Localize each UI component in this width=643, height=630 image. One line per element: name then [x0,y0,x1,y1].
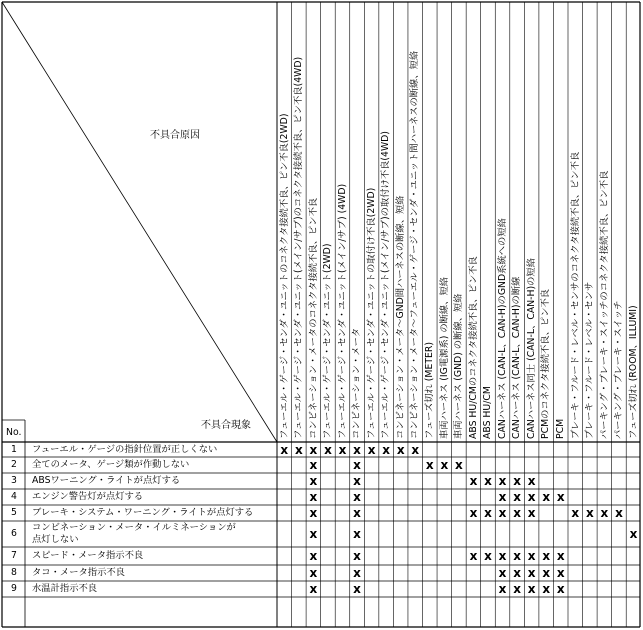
cause-column-header: フューエル・ゲージ・センダ・ユニット(メイン/サブ)の取付け不良(4WD) [380,131,392,439]
cause-column-header: フューエル・ゲージ・センダ・ユニット(2WD) [322,243,334,439]
cause-mark: x [542,582,551,596]
cause-mark: x [585,506,594,520]
cause-mark: x [353,442,361,457]
row-number: 3 [11,475,17,486]
symptom-text: スピード・メータ指示不良 [32,550,144,561]
cause-mark: x [527,506,536,520]
cause-mark: x [556,490,565,504]
cause-mark: x [513,566,521,580]
cause-mark: x [527,566,536,580]
row-number: 2 [11,459,17,470]
cause-column-header: PCM [554,418,566,439]
cause-mark: x [513,490,521,504]
cause-mark: x [338,442,347,457]
cause-mark: x [353,458,361,472]
cause-mark: x [513,549,521,563]
cause-mark: x [309,442,318,457]
cause-mark: x [556,566,565,580]
cause-mark: x [498,549,507,563]
cause-mark: x [396,442,405,457]
symptom-text: タコ・メータ指示不良 [32,567,125,578]
cause-column-header: コンビネーション・メータ〜GND間ハーネスの断線、短絡 [394,195,406,439]
cause-mark: x [455,458,463,472]
cause-mark: x [309,458,318,472]
cause-column-header: CANハーネス (CAN-L、CAN-H)のGND系統への短絡 [496,218,508,439]
cause-mark: x [353,490,361,504]
cause-mark: x [513,582,521,596]
cause-column-header: CANハーネス同士 (CAN-L、CAN-H)の短絡 [525,257,537,439]
cause-mark: x [469,506,478,520]
cause-mark: x [527,490,536,504]
cause-mark: x [294,442,303,457]
cause-column-header: ABS HU/CMのコネクタ接続不良、ピン不良 [467,256,479,439]
row-number: 9 [11,583,17,594]
cause-mark: x [527,582,536,596]
cause-mark: x [629,527,638,541]
cause-mark: x [280,442,289,457]
cause-mark: x [353,506,361,520]
cause-mark: x [411,442,420,457]
grid-line [2,2,277,442]
cause-mark: x [600,506,609,520]
cause-mark: x [571,506,580,520]
cause-mark: x [469,549,478,563]
cause-column-header: ブレーキ・フルード・レベル・センサのコネクタ接続不良、ピン不良 [569,151,581,439]
cause-mark: x [527,474,536,488]
cause-mark: x [513,506,521,520]
cause-column-header: 車両ハーネス (IG電源系) の断線、短絡 [438,276,450,439]
row-number: 5 [11,507,17,518]
cause-header-label: 不具合原因 [150,130,200,141]
cause-mark: x [542,566,551,580]
cause-column-header: ABS HU/CM [482,386,494,439]
cause-mark: x [309,527,318,541]
cause-mark: x [498,566,507,580]
cause-mark: x [469,474,478,488]
cause-column-header: ブレーキ・フルード・レベル・センサ [584,281,596,439]
cause-mark: x [498,490,507,504]
cause-column-header: フューエル・ゲージ・センダ・ユニット(メイン/サブ) (4WD) [336,183,348,439]
cause-column-header: パーキング・ブレーキ・スイッチ [613,300,625,439]
cause-mark: x [513,474,521,488]
cause-mark: x [353,474,361,488]
cause-mark: x [542,549,551,563]
cause-column-header: フューエル・ゲージ・センダ・ユニットのコネクタ接続不良、ピン不良(2WD) [278,113,290,439]
row-number: 4 [11,491,17,502]
symptom-text: エンジン警告灯が点灯する [32,491,144,502]
cause-mark: x [353,566,361,580]
cause-mark: x [367,442,376,457]
cause-mark: x [353,527,361,541]
cause-mark: x [615,506,623,520]
cause-mark: x [556,582,565,596]
cause-mark: x [309,506,318,520]
symptom-text: 全てのメータ、ゲージ類が作動しない [32,459,190,470]
cause-mark: x [498,582,507,596]
row-number: 1 [11,443,17,455]
cause-mark: x [382,442,391,457]
cause-column-header: CANハーネス (CAN-L、CAN-H)の断線 [511,276,523,439]
cause-mark: x [556,549,565,563]
cause-mark: x [425,458,434,472]
row-number: 8 [11,567,17,578]
row-number: 6 [11,528,17,539]
symptom-text: コンビネーション・メータ・イルミネーションが 点灯しない [32,522,236,545]
cause-mark: x [309,566,318,580]
cause-mark: x [309,582,318,596]
symptom-text: ブレーキ・システム・ワーニング・ライトが点灯する [32,507,254,518]
cause-mark: x [498,506,507,520]
cause-mark: x [353,582,361,596]
cause-column-header: コンビネーション・メータ〜フューエル・ゲージ・センダ・ユニット間ハーネスの断線、短絡 [409,50,421,439]
cause-column-header: フューズ切れ (METER) [424,342,435,439]
cause-mark: x [309,474,318,488]
cause-mark: x [527,549,536,563]
cause-column-header: フューエル・ゲージ・センダ・ユニットの取付け不良(2WD) [365,187,377,439]
cause-column-header: フューエル・ゲージ・センダ・ユニット(メイン/サブ)のコネクタ接続不良、ピン不良(4WD) [293,56,305,439]
cause-mark: x [440,458,449,472]
cause-mark: x [498,474,507,488]
cause-column-header: コンビネーション・メータのコネクタ接続不良、ピン不良 [307,197,319,439]
cause-column-header: パーキング・ブレーキ・スイッチのコネクタ接続不良、ピン不良 [598,170,610,439]
cause-mark: x [542,490,551,504]
cause-column-header: フューズ切れ (ROOM、ILLUMI) [627,305,639,439]
row-number: 7 [11,550,17,561]
cause-column-header: コンビネーション・メータ [351,327,363,439]
no-header-label: No. [6,427,22,438]
cause-mark: x [309,490,318,504]
cause-mark: x [353,549,361,563]
cause-mark: x [484,474,492,488]
cause-column-header: 車両ハーネス (GND) の断線、短絡 [453,293,465,439]
symptom-text: 水温計指示不良 [32,583,98,594]
symptom-text: フューエル・ゲージの指針位置が正しくない [32,443,218,455]
cause-mark: x [309,549,318,563]
cause-mark: x [484,506,492,520]
cause-mark: x [484,549,492,563]
symptom-header-label: 不具合現象 [201,420,251,431]
cause-column-header: PCMのコネクタ接続不良、ピン不良 [540,288,552,439]
symptom-text: ABSワーニング・ライトが点灯する [32,475,181,486]
cause-mark: x [324,442,332,457]
